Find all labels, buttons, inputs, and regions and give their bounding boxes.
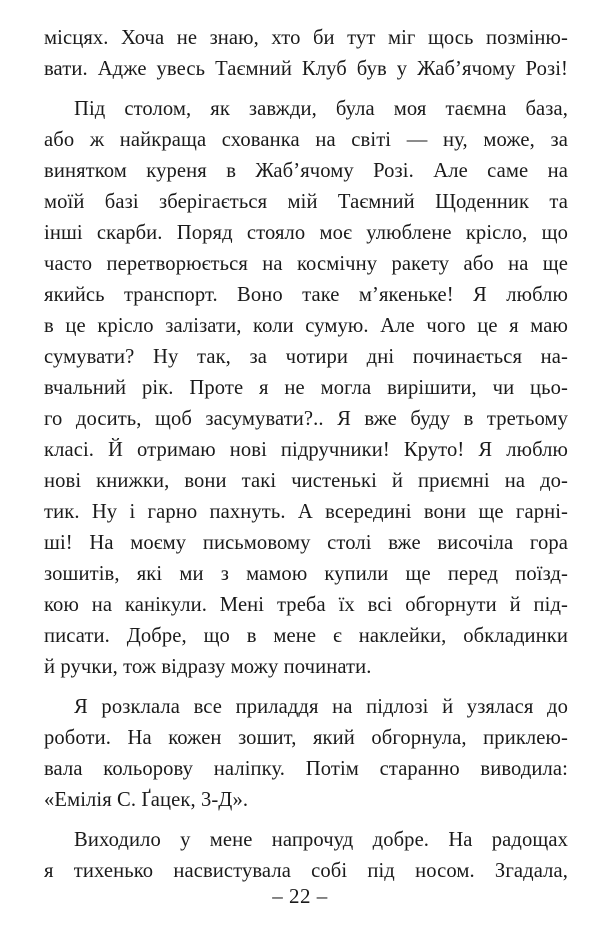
paragraph bbox=[44, 825, 568, 887]
text-line: нові книжки, вони такі чистенькі й приємні на до- bbox=[44, 470, 568, 492]
text-line: класі. Й отримаю нові підручники! Круто! Я люблю bbox=[44, 439, 568, 461]
text-line: й ручки, тож відразу можу починати. bbox=[44, 656, 372, 678]
text-line: Під столом, як завжди, була моя таємна база, bbox=[74, 98, 568, 120]
paragraph bbox=[44, 692, 568, 816]
text-line: Виходило у мене напрочуд добре. На радощах bbox=[74, 829, 568, 851]
text-line: го досить, щоб засумувати?.. Я вже буду в третьому bbox=[44, 408, 568, 430]
text-line: писати. Добре, що в мене є наклейки, обкладинки bbox=[44, 625, 568, 647]
text-line: місцях. Хоча не знаю, хто би тут міг щось позміню- bbox=[44, 27, 568, 49]
text-line: роботи. На кожен зошит, який обгорнула, приклею- bbox=[44, 727, 568, 749]
page-number: – 22 – bbox=[272, 884, 328, 908]
text-line: часто перетворюється на космічну ракету або на ще bbox=[44, 253, 568, 275]
text-line: вала кольорову наліпку. Потім старанно виводила: bbox=[44, 758, 568, 780]
text-line: кою на канікули. Мені треба їх всі обгорнути й під- bbox=[44, 594, 568, 616]
text-line: сумувати? Ну так, за чотири дні починається на- bbox=[44, 346, 568, 368]
text-line: моїй базі зберігається мій Таємний Щоденник та bbox=[44, 191, 568, 213]
paragraph bbox=[44, 94, 568, 683]
body-text bbox=[44, 23, 568, 887]
text-line: «Емілія С. Ґацек, 3-Д». bbox=[44, 789, 249, 811]
text-line: вати. Адже увесь Таємний Клуб був у Жаб’ячому Розі! bbox=[44, 58, 568, 80]
text-line: зошитів, які ми з мамою купили ще перед поїзд- bbox=[44, 563, 568, 585]
text-line: Я розклала все приладдя на підлозі й узялася до bbox=[74, 696, 568, 718]
text-line: я тихенько насвистувала собі під носом. Згадала, bbox=[44, 860, 568, 882]
text-line: якийсь транспорт. Воно таке м’якеньке! Я люблю bbox=[44, 284, 568, 306]
text-line: або ж найкраща схованка на світі — ну, може, за bbox=[44, 129, 568, 151]
text-line: тик. Ну і гарно пахнуть. А всередині вони ще гарні- bbox=[44, 501, 568, 523]
text-line: в це крісло залізати, коли сумую. Але чого це я маю bbox=[44, 315, 568, 337]
text-line: вчальний рік. Проте я не могла вирішити, чи цьо- bbox=[44, 377, 568, 399]
paragraph bbox=[44, 23, 568, 85]
text-line: винятком куреня в Жаб’ячому Розі. Але саме на bbox=[44, 160, 568, 182]
text-line: інші скарби. Поряд стояло моє улюблене крісло, що bbox=[44, 222, 568, 244]
text-line: ші! На моєму письмовому столі вже височіла гора bbox=[44, 532, 568, 554]
